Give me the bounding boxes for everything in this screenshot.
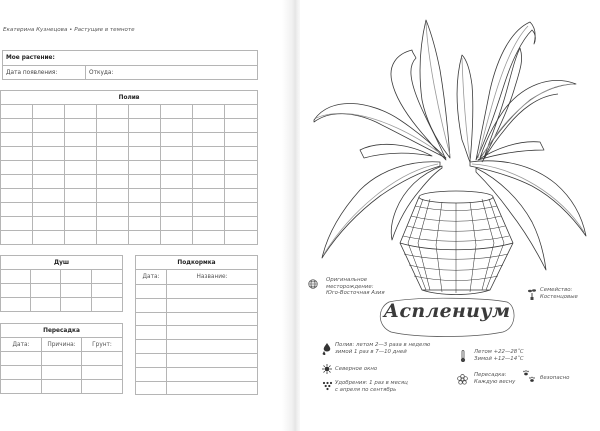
temperature-info (474, 349, 524, 362)
table-cell[interactable] (1, 105, 33, 119)
table-cell[interactable] (193, 119, 225, 133)
table-cell[interactable] (129, 189, 161, 203)
watering-info (335, 342, 430, 355)
shower-grid[interactable] (1, 270, 123, 312)
table-cell[interactable] (193, 105, 225, 119)
asplenium-illustration (300, 0, 600, 300)
table-cell[interactable] (92, 284, 123, 298)
watering-title: Полив (1, 91, 258, 105)
table-cell[interactable] (129, 231, 161, 245)
table-cell[interactable] (136, 381, 167, 395)
table-row (1, 217, 258, 231)
table-cell[interactable] (31, 270, 61, 284)
table-cell[interactable] (167, 326, 258, 340)
mosaic-pot-icon (400, 191, 513, 295)
family-info (540, 287, 578, 300)
my-plant-label[interactable]: Мое растение: (3, 51, 258, 66)
table-cell[interactable] (65, 189, 97, 203)
right-page (300, 0, 600, 431)
table-cell[interactable] (1, 133, 33, 147)
table-cell[interactable] (129, 105, 161, 119)
fertilizer-line-1: Удобрения: 1 раз в месяц (335, 380, 408, 386)
repotting-grid[interactable] (1, 352, 123, 394)
repotting-title: Пересадка (1, 324, 123, 338)
table-cell[interactable] (33, 175, 65, 189)
table-cell[interactable] (1, 270, 31, 284)
table-row (1, 231, 258, 245)
sprout-icon (528, 288, 536, 300)
table-cell[interactable] (33, 231, 65, 245)
table-cell[interactable] (65, 161, 97, 175)
table-cell[interactable] (1, 284, 31, 298)
table-cell[interactable] (65, 175, 97, 189)
table-row (1, 203, 258, 217)
table-cell[interactable] (31, 298, 61, 312)
table-cell[interactable] (161, 105, 193, 119)
plant-name-title: Асплениум (383, 300, 511, 322)
table-cell[interactable] (33, 147, 65, 161)
table-row (136, 326, 258, 340)
date-appeared-field[interactable]: Дата появления: (3, 66, 86, 80)
table-cell[interactable] (136, 285, 167, 299)
table-cell[interactable] (33, 203, 65, 217)
table-cell[interactable] (33, 161, 65, 175)
table-row (1, 175, 258, 189)
feeding-grid[interactable] (136, 285, 258, 395)
repotting-line-2: Каждую весну (474, 378, 516, 385)
table-cell[interactable] (61, 284, 92, 298)
table-cell[interactable] (129, 175, 161, 189)
origin-line-1: Оригинальное (326, 277, 368, 283)
table-cell[interactable] (1, 352, 42, 366)
leaves-icon (314, 20, 586, 270)
table-cell[interactable] (167, 298, 258, 312)
table-cell[interactable] (225, 147, 258, 161)
table-cell[interactable] (167, 367, 258, 381)
sun-icon (322, 364, 332, 374)
fertilizer-line-2: с апреля по сентябрь (335, 386, 397, 393)
table-cell[interactable] (161, 217, 193, 231)
family-line-2: Костенцовые (540, 293, 578, 300)
shower-title: Душ (1, 256, 123, 270)
table-cell[interactable] (65, 231, 97, 245)
table-cell[interactable] (65, 147, 97, 161)
table-cell[interactable] (129, 161, 161, 175)
temperature-line-2: Зимой +12—14˚С (474, 355, 524, 362)
table-cell[interactable] (225, 189, 258, 203)
table-cell[interactable] (31, 284, 61, 298)
table-cell[interactable] (1, 119, 33, 133)
table-cell[interactable] (97, 189, 129, 203)
light-info: Северное окно (335, 366, 378, 372)
table-row (1, 284, 123, 298)
table-cell[interactable] (92, 298, 123, 312)
table-cell[interactable] (167, 353, 258, 367)
table-cell[interactable] (136, 340, 167, 354)
table-cell[interactable] (225, 231, 258, 245)
feeding-table (135, 255, 258, 395)
table-cell[interactable] (193, 203, 225, 217)
table-cell[interactable] (1, 217, 33, 231)
table-cell[interactable] (129, 119, 161, 133)
table-cell[interactable] (225, 217, 258, 231)
table-cell[interactable] (33, 119, 65, 133)
origin-line-3: Юго-Восточная Азия (326, 290, 385, 297)
table-cell[interactable] (1, 175, 33, 189)
table-row (136, 381, 258, 395)
table-cell[interactable] (129, 203, 161, 217)
repotting-line-1: Пересадка: (474, 372, 507, 378)
table-row (136, 285, 258, 299)
repotting-reason-header: Причина: (42, 338, 82, 352)
table-cell[interactable] (136, 298, 167, 312)
table-cell[interactable] (65, 119, 97, 133)
table-cell[interactable] (161, 147, 193, 161)
table-cell[interactable] (42, 380, 82, 394)
repotting-table (0, 323, 123, 394)
table-cell[interactable] (193, 161, 225, 175)
paw-prints-icon (522, 370, 536, 384)
left-page (0, 0, 292, 431)
table-row (136, 298, 258, 312)
table-cell[interactable] (225, 133, 258, 147)
table-cell[interactable] (1, 380, 42, 394)
table-cell[interactable] (193, 231, 225, 245)
table-cell[interactable] (1, 147, 33, 161)
table-row (1, 270, 123, 284)
origin-line-2: месторождение: (326, 283, 374, 290)
table-cell[interactable] (97, 231, 129, 245)
table-cell[interactable] (97, 175, 129, 189)
table-cell[interactable] (136, 326, 167, 340)
table-cell[interactable] (129, 217, 161, 231)
table-cell[interactable] (225, 175, 258, 189)
table-cell[interactable] (1, 231, 33, 245)
table-cell[interactable] (97, 105, 129, 119)
table-cell[interactable] (225, 161, 258, 175)
origin-info (326, 277, 385, 297)
temperature-line-1: Летом +22—28˚С (474, 349, 524, 355)
table-cell[interactable] (92, 270, 123, 284)
table-cell[interactable] (161, 231, 193, 245)
water-drops-icon (322, 343, 332, 355)
table-cell[interactable] (82, 380, 123, 394)
table-cell[interactable] (136, 353, 167, 367)
table-cell[interactable] (161, 175, 193, 189)
pet-safety-info: безопасно (540, 375, 570, 381)
table-cell[interactable] (129, 147, 161, 161)
table-cell[interactable] (97, 119, 129, 133)
table-cell[interactable] (97, 133, 129, 147)
table-row (1, 352, 123, 366)
table-cell[interactable] (1, 161, 33, 175)
origin-field[interactable]: Откуда: (86, 66, 258, 80)
table-row (1, 380, 123, 394)
table-cell[interactable] (193, 175, 225, 189)
table-cell[interactable] (225, 203, 258, 217)
table-cell[interactable] (1, 203, 33, 217)
repotting-date-header: Дата: (1, 338, 42, 352)
table-row (136, 353, 258, 367)
table-cell[interactable] (1, 366, 42, 380)
feeding-name-header: Название: (167, 270, 258, 285)
table-cell[interactable] (33, 189, 65, 203)
table-row (1, 298, 123, 312)
table-row (136, 312, 258, 326)
table-cell[interactable] (82, 366, 123, 380)
family-line-1: Семейство: (540, 287, 573, 293)
table-cell[interactable] (33, 217, 65, 231)
table-cell[interactable] (161, 119, 193, 133)
my-plant-table (2, 50, 258, 80)
table-row (136, 340, 258, 354)
table-cell[interactable] (33, 105, 65, 119)
feeding-title: Подкормка (136, 256, 258, 270)
table-cell[interactable] (161, 161, 193, 175)
flower-icon (457, 374, 468, 385)
table-cell[interactable] (65, 133, 97, 147)
table-cell[interactable] (97, 147, 129, 161)
table-row (1, 161, 258, 175)
table-cell[interactable] (42, 352, 82, 366)
table-cell[interactable] (167, 381, 258, 395)
table-cell[interactable] (65, 203, 97, 217)
table-row (1, 147, 258, 161)
globe-icon (308, 279, 318, 289)
table-cell[interactable] (82, 352, 123, 366)
watering-line-2: зимой 1 раз в 7—10 дней (335, 348, 407, 355)
table-cell[interactable] (129, 133, 161, 147)
thermometer-icon (460, 350, 466, 362)
fertilizer-icon (322, 381, 333, 391)
table-cell[interactable] (167, 312, 258, 326)
table-cell[interactable] (225, 119, 258, 133)
table-cell[interactable] (167, 285, 258, 299)
table-cell[interactable] (193, 147, 225, 161)
repotting-soil-header: Грунт: (82, 338, 123, 352)
table-cell[interactable] (136, 367, 167, 381)
table-cell[interactable] (193, 217, 225, 231)
table-cell[interactable] (97, 217, 129, 231)
table-cell[interactable] (193, 133, 225, 147)
table-cell[interactable] (61, 298, 92, 312)
table-cell[interactable] (161, 189, 193, 203)
table-row (1, 133, 258, 147)
table-cell[interactable] (97, 161, 129, 175)
table-cell[interactable] (61, 270, 92, 284)
table-cell[interactable] (65, 105, 97, 119)
table-cell[interactable] (161, 133, 193, 147)
watering-line-1: Полив: летом 2—3 раза в неделю (335, 342, 431, 348)
running-head: Екатерина Кузнецова • Растущие в темноте (3, 27, 135, 33)
table-row (1, 189, 258, 203)
table-row (1, 119, 258, 133)
table-cell[interactable] (1, 298, 31, 312)
table-cell[interactable] (161, 203, 193, 217)
table-cell[interactable] (33, 133, 65, 147)
repotting-info (474, 372, 515, 385)
table-row (1, 105, 258, 119)
table-cell[interactable] (97, 203, 129, 217)
table-cell[interactable] (65, 217, 97, 231)
table-row (1, 366, 123, 380)
fertilizer-info (335, 380, 408, 393)
table-cell[interactable] (136, 312, 167, 326)
watering-grid[interactable] (1, 105, 258, 245)
table-cell[interactable] (1, 189, 33, 203)
table-cell[interactable] (167, 340, 258, 354)
table-cell[interactable] (193, 189, 225, 203)
table-cell[interactable] (42, 366, 82, 380)
feeding-date-header: Дата: (136, 270, 167, 285)
shower-table (0, 255, 123, 312)
table-cell[interactable] (225, 105, 258, 119)
watering-table (0, 90, 258, 245)
table-row (136, 367, 258, 381)
